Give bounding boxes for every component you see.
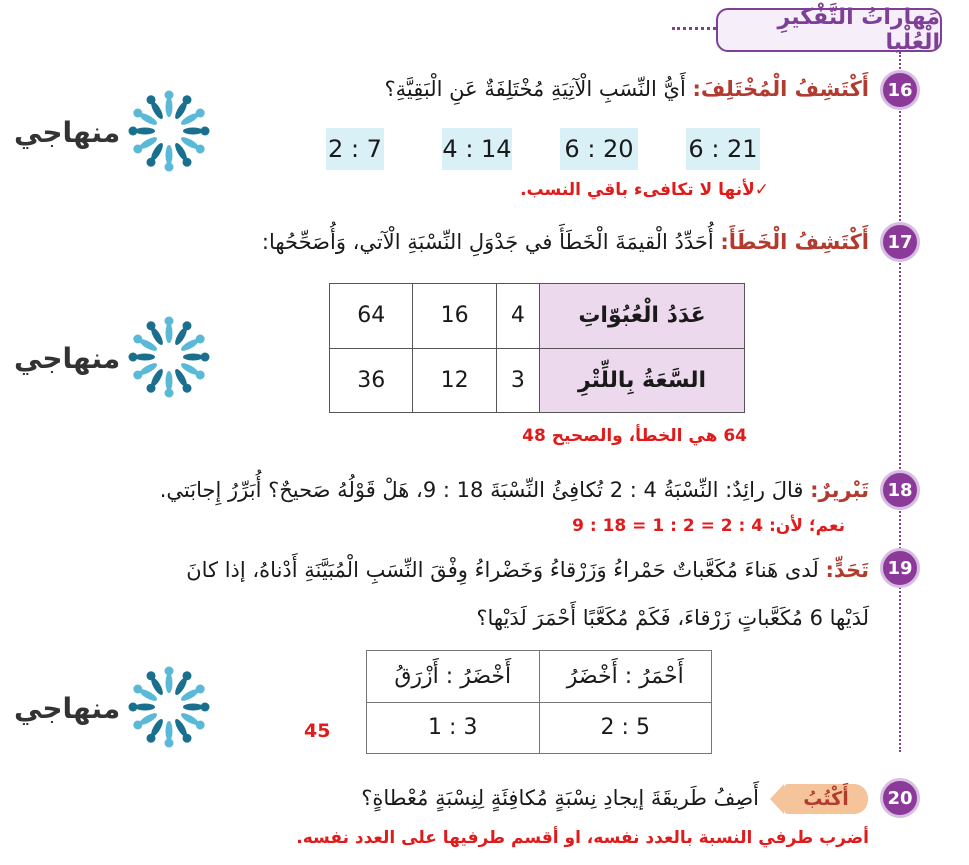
ratio-option-2: 4 : 14: [442, 128, 512, 170]
section-title: مَهاراتُ التَّفْكيرِ الْعُلْيا: [777, 5, 940, 55]
table-cell: 36: [330, 348, 413, 413]
manhaji-logo-2: [14, 314, 210, 404]
write-badge: [784, 784, 868, 814]
answer-17: 64 هي الخطأ، والصحيح 48: [522, 426, 747, 446]
question-number-18: 18: [880, 470, 920, 510]
logo-text: منهاجي: [14, 116, 121, 149]
logo-emblem-icon: [126, 314, 212, 400]
question-19-line-1: [186, 553, 869, 587]
table-cell: 64: [330, 284, 413, 349]
question-19-line-2: لَدَيْها 6 مُكَعَّباتٍ زَرْقاءَ، فَكَمْ مُكَعَّبًا أَحْمَرَ لَدَيْها؟: [476, 606, 869, 630]
question-17-text: [262, 225, 869, 259]
ratio-option-1: 2 : 7: [326, 128, 384, 170]
header-green-blue: أَخْضَرُ : أَزْرَقُ: [367, 651, 540, 703]
answer-20: أضرب طرفي النسبة بالعدد نفسه، او أقسم طرفيها على العدد نفسه.: [296, 828, 869, 848]
ratio-option-3: 6 : 20: [560, 128, 638, 170]
header-red-green: أَحْمَرُ : أَخْضَرُ: [539, 651, 712, 703]
table-cell: 4: [496, 284, 539, 349]
logo-emblem-icon: [126, 88, 212, 174]
write-badge-label: أَكْتُبُ: [803, 788, 849, 810]
question-rail: [899, 52, 901, 752]
question-17-body: أُحَدِّدُ الْقيمَةَ الْخَطَأَ في جَدْوَلِ النِّسْبَةِ الْآتي، وَأُصَحِّحُها:: [261, 230, 714, 254]
question-number-16: 16: [880, 70, 920, 110]
question-16-lead: أَكْتَشِفُ الْمُخْتَلِفَ:: [692, 77, 869, 101]
row-label-capacity: السَّعَةُ بِاللِّتْرِ: [540, 348, 745, 413]
question-17-lead: أَكْتَشِفُ الْخَطَأَ:: [720, 230, 869, 254]
table-cell: 3: [496, 348, 539, 413]
question-18-body: قالَ رائِدٌ: النِّسْبَةُ 4 : 2 تُكافِئُ النِّسْبَةَ 18 : 9، هَلْ قَوْلُهُ صَحيحٌ؟ أُبَرِّرُ إِجابَتي.: [159, 478, 804, 502]
table-cell: 12: [413, 348, 496, 413]
question-19-lead: تَحَدٍّ:: [825, 558, 869, 582]
logo-text: منهاجي: [14, 692, 121, 725]
question-19-body: لَدى هَناءَ مُكَعَّباتٌ حَمْراءُ وَزَرْقاءُ وَخَضْراءُ وِفْقَ النِّسَبِ الْمُبَيَّنَةِ أَدْناهُ، إذا كانَ: [186, 558, 819, 582]
ratio-table-19: [366, 650, 712, 754]
manhaji-logo-1: [14, 88, 210, 178]
table-cell: 16: [413, 284, 496, 349]
row-label-containers: عَدَدُ الْعُبُوّاتِ: [540, 284, 745, 349]
question-number-19: 19: [880, 548, 920, 588]
answer-19: 45: [304, 720, 331, 742]
question-18-text: [160, 473, 869, 507]
logo-emblem-icon: [126, 664, 212, 750]
logo-text: منهاجي: [14, 342, 121, 375]
section-header: [716, 5, 942, 55]
ratio-option-4: 6 : 21: [686, 128, 760, 170]
table-row: [330, 284, 745, 349]
table-row: [367, 702, 712, 754]
table-row: [367, 651, 712, 703]
question-16-text: [385, 72, 869, 106]
manhaji-logo-3: [14, 664, 210, 754]
question-18-lead: تَبْريرٌ:: [810, 478, 869, 502]
ratio-table-17: [329, 283, 745, 413]
answer-16: ✓لأنها لا تكافىء باقي النسب.: [520, 180, 769, 200]
header-dots: [672, 27, 716, 30]
value-green-blue: 1 : 3: [367, 702, 540, 754]
value-red-green: 2 : 5: [539, 702, 712, 754]
answer-18: نعم؛ لأن: 4 : 2 = 2 : 1 = 18 : 9: [572, 516, 845, 536]
question-number-17: 17: [880, 222, 920, 262]
question-20-text: أَصِفُ طَريقَةَ إيجادِ نِسْبَةٍ مُكافِئَةٍ لِنِسْبَةٍ مُعْطاةٍ؟: [361, 786, 759, 810]
question-16-body: أَيُّ النِّسَبِ الْآتِيَةِ مُخْتَلِفَةٌ عَنِ الْبَقِيَّةِ؟: [384, 77, 686, 101]
table-row: [330, 348, 745, 413]
question-number-20: 20: [880, 778, 920, 818]
